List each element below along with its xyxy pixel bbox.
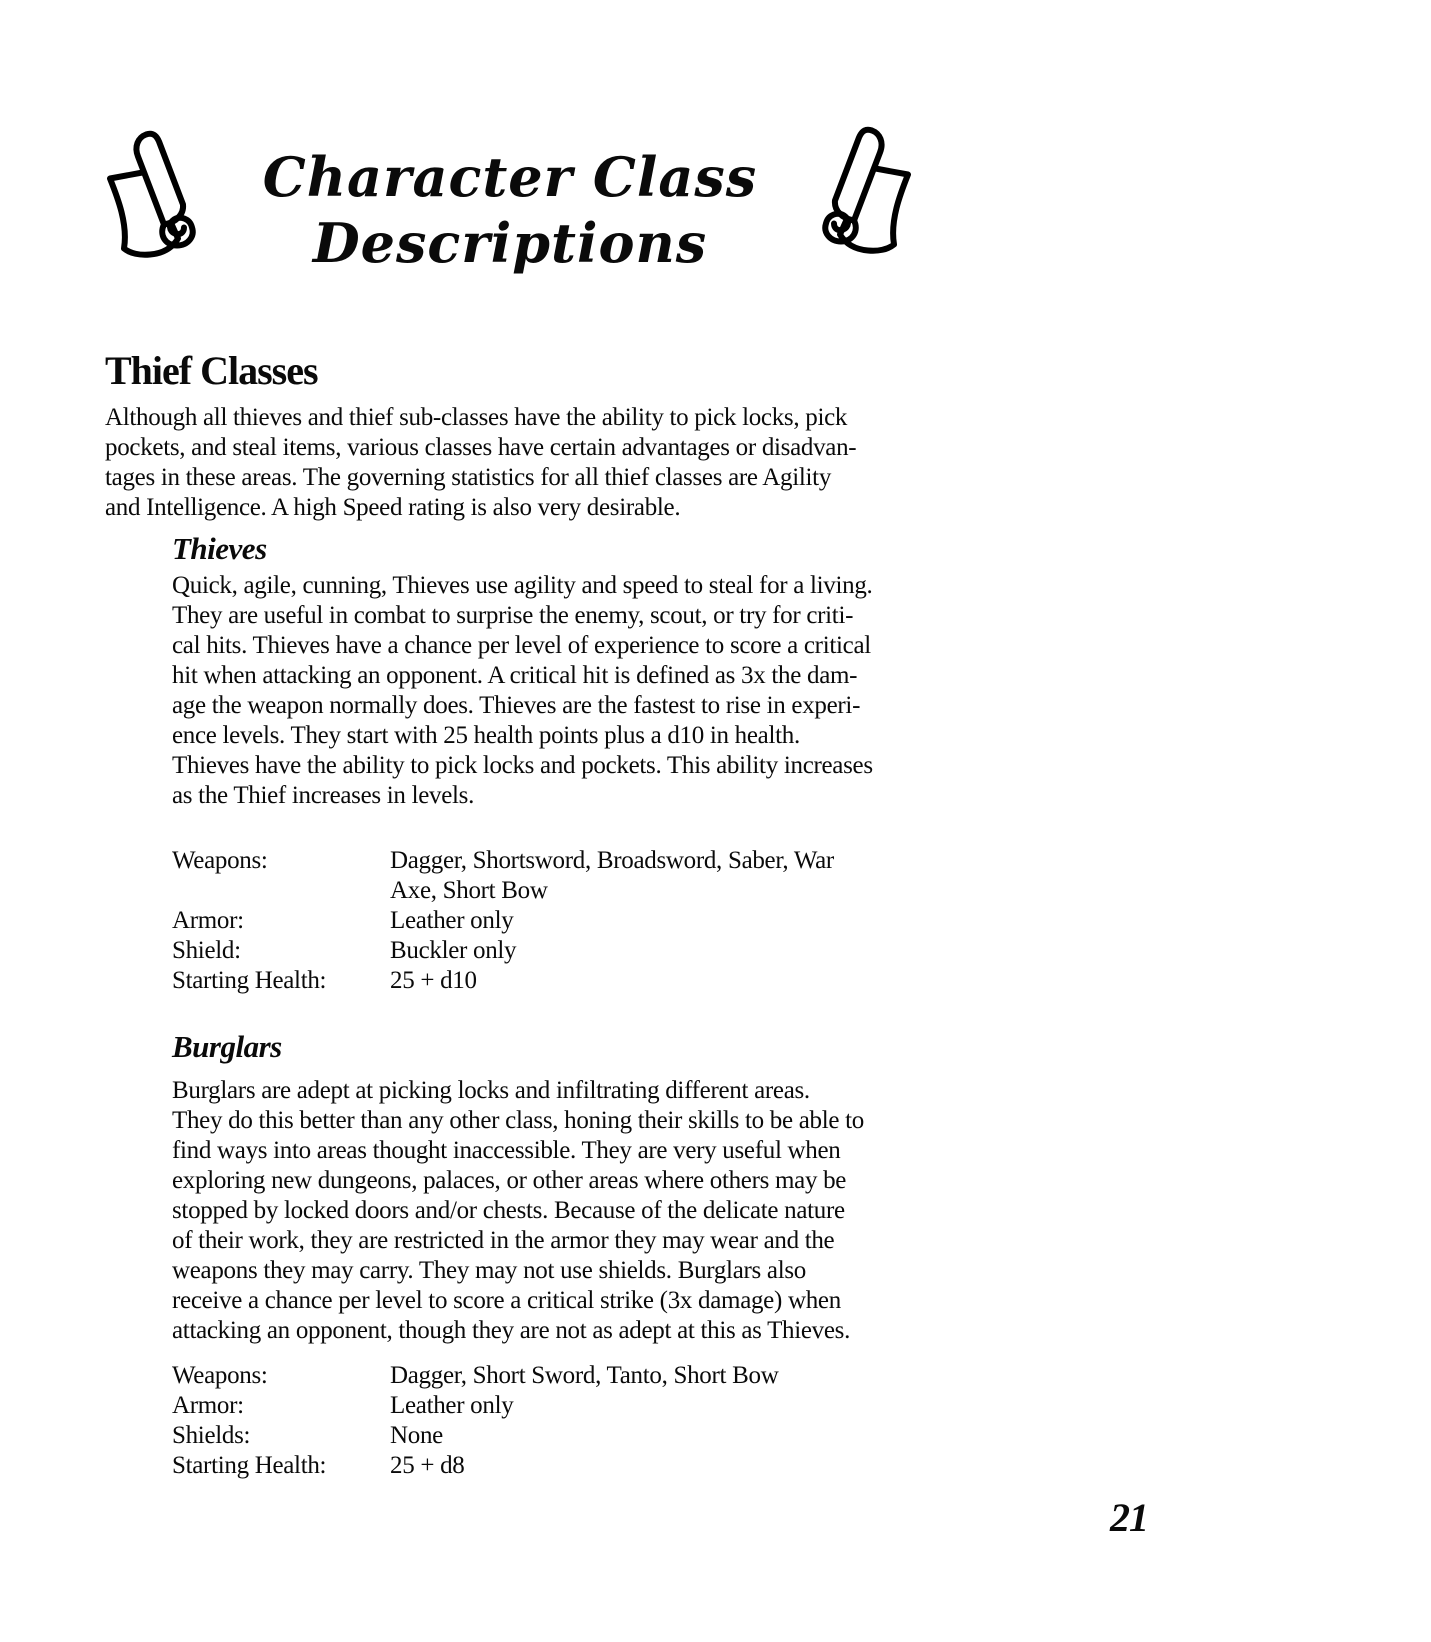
paragraph-line: pockets, and steal items, various classes have certain advantages or disadvan- xyxy=(105,434,857,461)
paragraph-line: Thieves have the ability to pick locks and pockets. This ability increases xyxy=(172,752,873,779)
scroll-icon-left xyxy=(102,124,214,274)
stat-label: Armor: xyxy=(172,1392,244,1419)
stat-row-shield xyxy=(172,936,834,966)
paragraph-line: of their work, they are restricted in the armor they may wear and the xyxy=(172,1227,835,1254)
paragraph-line: exploring new dungeons, palaces, or other areas where others may be xyxy=(172,1167,847,1194)
stat-value-line: Buckler only xyxy=(390,937,517,964)
stat-value xyxy=(390,1421,778,1451)
scroll-icon-right xyxy=(804,120,916,270)
paragraph-line: cal hits. Thieves have a chance per level of experience to score a critical xyxy=(172,632,871,659)
stat-row-shields xyxy=(172,1421,778,1451)
stat-label: Weapons: xyxy=(172,1362,268,1389)
stat-value xyxy=(390,1451,778,1481)
stat-row-starting-health xyxy=(172,1451,778,1481)
paragraph-line: ence levels. They start with 25 health points plus a d10 in health. xyxy=(172,722,800,749)
stat-value-line: Axe, Short Bow xyxy=(390,877,548,904)
paragraph-line: receive a chance per level to score a critical strike (3x damage) when xyxy=(172,1287,841,1314)
paragraph-line: age the weapon normally does. Thieves are the fastest to rise in experi- xyxy=(172,692,861,719)
stat-label: Starting Health: xyxy=(172,967,327,994)
paragraph-line: hit when attacking an opponent. A critical hit is defined as 3x the dam- xyxy=(172,662,858,689)
stat-value-line: Dagger, Short Sword, Tanto, Short Bow xyxy=(390,1362,779,1389)
paragraph-line: attacking an opponent, though they are not as adept at this as Thieves. xyxy=(172,1317,851,1344)
scroll-icon xyxy=(804,120,916,270)
stat-value-line: 25 + d10 xyxy=(390,967,477,994)
stat-label: Starting Health: xyxy=(172,1452,327,1479)
thieves-stats-table xyxy=(172,846,834,996)
page-number: 21 xyxy=(1110,1495,1148,1540)
heading-burglars: Burglars xyxy=(172,1029,282,1064)
stat-value-line: Leather only xyxy=(390,1392,514,1419)
page-title-line2: Descriptions xyxy=(312,211,708,275)
stat-label: Shield: xyxy=(172,937,241,964)
stat-value xyxy=(390,936,834,966)
stat-row-weapons xyxy=(172,846,834,906)
paragraph-line: Although all thieves and thief sub-classes have the ability to pick locks, pick xyxy=(105,404,848,431)
paragraph-line: Quick, agile, cunning, Thieves use agility and speed to steal for a living. xyxy=(172,572,873,599)
stat-value xyxy=(390,1391,778,1421)
stat-row-armor xyxy=(172,1391,778,1421)
stat-row-weapons xyxy=(172,1361,778,1391)
stat-label: Armor: xyxy=(172,907,244,934)
heading-thieves: Thieves xyxy=(172,531,267,566)
paragraph-line: tages in these areas. The governing statistics for all thief classes are Agility xyxy=(105,464,832,491)
stat-value xyxy=(390,906,834,936)
stat-row-starting-health xyxy=(172,966,834,996)
paragraph-line: find ways into areas thought inaccessible. They are very useful when xyxy=(172,1137,841,1164)
burglars-paragraph xyxy=(172,1076,932,1346)
thieves-paragraph xyxy=(172,571,932,811)
paragraph-line: and Intelligence. A high Speed rating is also very desirable. xyxy=(105,494,681,521)
paragraph-line: as the Thief increases in levels. xyxy=(172,782,475,809)
stat-row-armor xyxy=(172,906,834,936)
scroll-icon xyxy=(102,124,214,274)
stat-value-line: 25 + d8 xyxy=(390,1452,465,1479)
thief-classes-paragraph xyxy=(105,403,915,523)
paragraph-line: weapons they may carry. They may not use shields. Burglars also xyxy=(172,1257,806,1284)
stat-label: Shields: xyxy=(172,1422,251,1449)
paragraph-line: They are useful in combat to surprise the enemy, scout, or try for criti- xyxy=(172,602,854,629)
page-title xyxy=(230,144,790,276)
stat-label: Weapons: xyxy=(172,847,268,874)
paragraph-line: stopped by locked doors and/or chests. Because of the delicate nature xyxy=(172,1197,845,1224)
burglars-stats-table xyxy=(172,1361,778,1481)
stat-value-line: Leather only xyxy=(390,907,514,934)
stat-value xyxy=(390,966,834,996)
heading-thief-classes: Thief Classes xyxy=(105,348,318,393)
paragraph-line: They do this better than any other class, honing their skills to be able to xyxy=(172,1107,864,1134)
paragraph-line: Burglars are adept at picking locks and infiltrating different areas. xyxy=(172,1077,810,1104)
stat-value-line: Dagger, Shortsword, Broadsword, Saber, War xyxy=(390,847,834,874)
stat-value xyxy=(390,1361,778,1391)
stat-value-line: None xyxy=(390,1422,443,1449)
stat-value xyxy=(390,846,834,906)
page-title-line1: Character Class xyxy=(262,145,758,209)
